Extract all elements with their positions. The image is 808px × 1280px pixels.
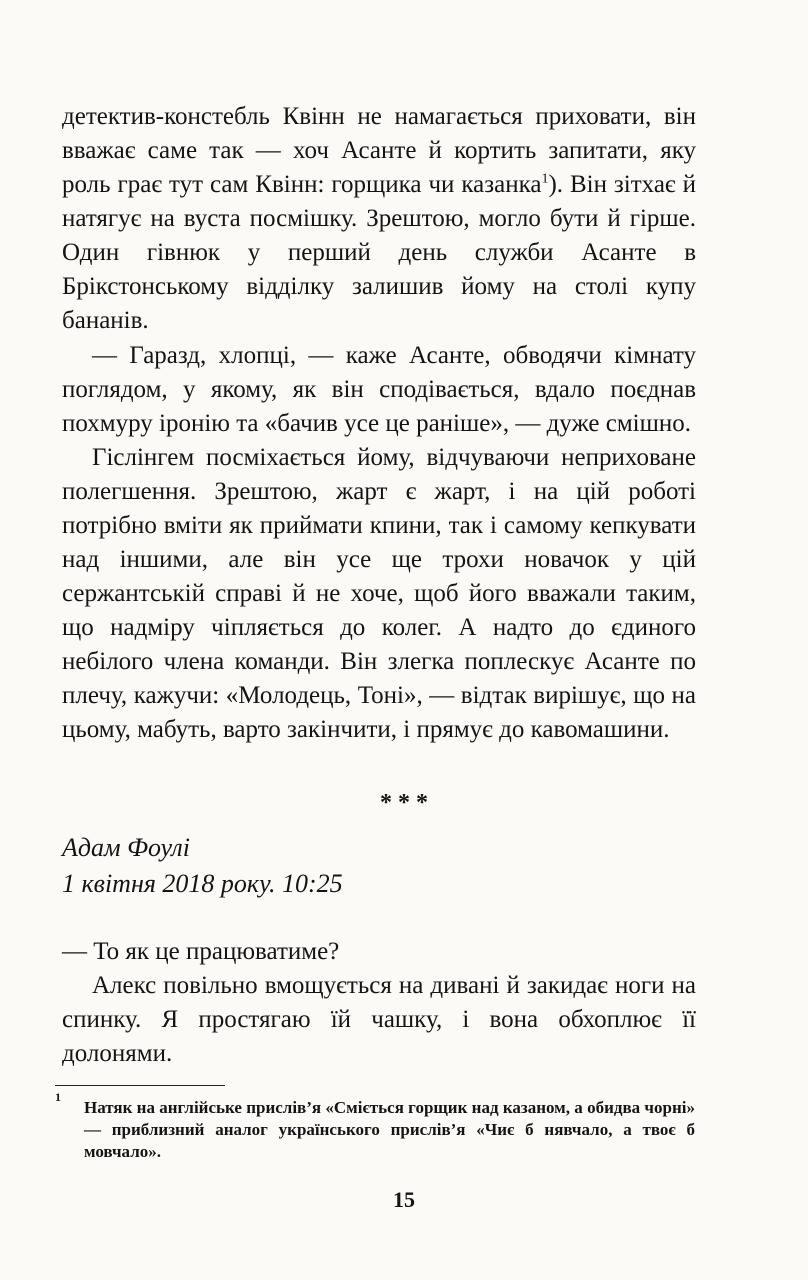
footnote-text: Натяк на англійське прислів’я «Сміється горщик над казаном, а обидва чорні» — приблизний аналог українського прислів’я «Чиє б нявчало, а твоє б мовчало».	[84, 1098, 695, 1161]
dialogue-line: — То як це працюватиме?	[62, 938, 340, 965]
footnote: 1 Натяк на англійське прислів’я «Сміється горщик над казаном, а обидва чорні» — приблизний аналог українського прислів’я «Чиє б нявчало, а твоє б мовчало».	[55, 1090, 695, 1161]
section-date: 1 квітня 2018 року. 10:25	[62, 869, 343, 898]
paragraph-gislingham: Гіслінгем посміхається йому, відчуваючи неприховане полегшення. Зрештою, жарт є жарт, і на цій роботі потрібно вміти як приймати кпини, так і самому кепкувати над іншими, але він усе ще трохи новачок у цій сержантській справі й не хоче, щоб його вважали таким, що надміру чіпляється до колег. А надто до єдиного небілого члена команди. Він злегка поплескує Асанте по плечу, кажучи: «Молодець, Тоні», — відтак вирішує, що на цьому, мабуть, варто закінчити, і прямує до кавомашини.	[62, 444, 696, 743]
paragraph-continuation: детектив-констебль Квінн не намагається приховати, він вважає саме так — хоч Асанте й кортить запитати, яку роль грає тут сам Квінн: горщика чи казанка$^1$). Він зітхає й натягує на вуста посмішку. Зрештою, могло бути й гірше. Один гівнюк у перший день служби Асанте в Брікстонському відділку залишив йому на столі купу бананів.	[62, 103, 696, 334]
paragraph-dialogue: — Гаразд, хлопці, — каже Асанте, обводячи кімнату поглядом, у якому, як він сподівається, вдало поєднав похмуру іронію та «бачив усе це раніше», — дуже смішно.	[62, 342, 696, 437]
page-number: 15	[393, 1187, 415, 1212]
closing-paragraph: Алекс повільно вмощується на дивані й закидає ноги на спинку. Я простягаю їй чашку, і вона обхоплює її долонями.	[62, 972, 696, 1067]
section-author: Адам Фоулі	[62, 833, 190, 862]
section-separator: * * *	[380, 790, 428, 816]
footnote-ref: 1	[541, 171, 549, 187]
footnote-divider	[55, 1085, 225, 1086]
